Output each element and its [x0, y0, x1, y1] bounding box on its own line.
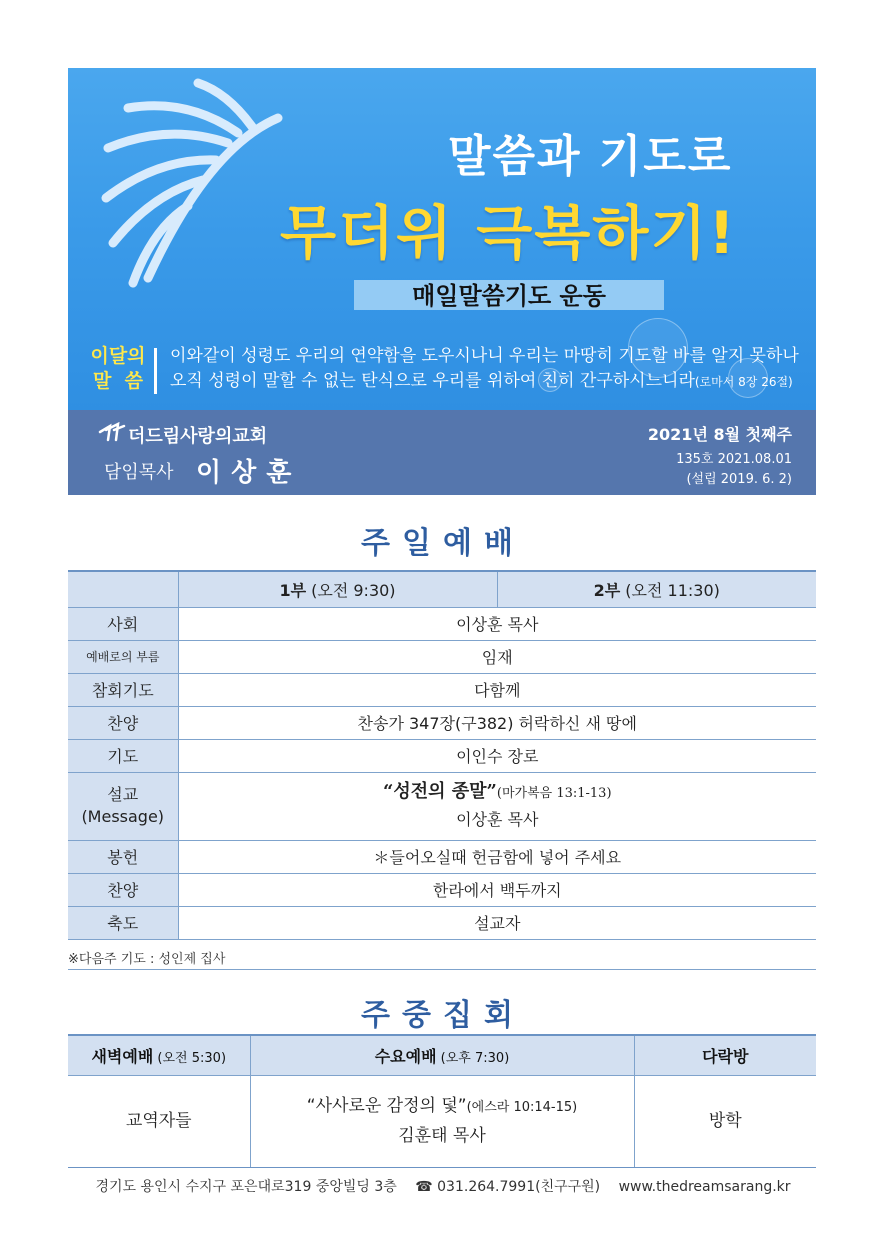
- sermon-title: “성전의 종말”: [382, 781, 497, 802]
- first-service-header: [178, 571, 497, 607]
- table-header-blank: [68, 571, 178, 607]
- sermon-label-sub: (Message): [81, 807, 165, 826]
- banner: [68, 68, 816, 410]
- sunday-worship-title: 주일예배: [361, 526, 525, 561]
- palm-leaf-icon: [88, 78, 288, 308]
- verse-line1: 이와같이 성령도 우리의 연약함을 도우시나니 우리는 마땅히 기도할 바를 알지 못하나: [170, 346, 799, 366]
- wednesday-service-detail: [250, 1075, 634, 1167]
- wednesday-sermon-line: [251, 1092, 634, 1122]
- wednesday-preacher: 김훈태 목사: [398, 1126, 486, 1146]
- wednesday-service-time: (오후 7:30): [436, 1050, 510, 1066]
- order-value: 다함께: [178, 673, 816, 706]
- founded-date: (설립 2019. 6. 2): [686, 472, 792, 487]
- sermon-label: [68, 772, 178, 840]
- order-value: ＊들어오실때 헌금함에 넣어 주세요: [178, 840, 816, 873]
- table-row: [68, 873, 816, 906]
- footer: [0, 1176, 886, 1196]
- table-row: [68, 1075, 816, 1167]
- verse-label-line2: 말 씀: [93, 370, 143, 392]
- dawn-service-time: (오전 5:30): [153, 1050, 227, 1066]
- wednesday-sermon-title: “사사로운 감정의 덫”: [306, 1096, 467, 1116]
- weekly-meetings-title: 주중집회: [361, 998, 525, 1033]
- pastor-role: 담임목사: [104, 462, 174, 483]
- sermon-row: [68, 772, 816, 840]
- second-service-label: 2부: [593, 580, 621, 600]
- order-label: 찬양: [68, 706, 178, 739]
- pastor-name: 이상훈: [196, 458, 302, 488]
- wednesday-service-header: [250, 1035, 634, 1075]
- bulletin-issue: 135호 2021.08.01: [676, 452, 792, 467]
- table-row: [68, 607, 816, 640]
- church-logo-icon: [98, 422, 126, 442]
- dawn-service-header: [68, 1035, 250, 1075]
- order-value: 설교자: [178, 906, 816, 939]
- church-name: 더드림사랑의교회: [128, 426, 268, 447]
- verse-label-line1: 이달의: [90, 345, 146, 367]
- order-value: 이상훈 목사: [178, 607, 816, 640]
- order-label: 예배로의 부름: [68, 640, 178, 673]
- sermon-value: [178, 772, 816, 840]
- divider: [68, 969, 816, 970]
- weekly-meetings-table: [68, 1034, 816, 1168]
- table-row: [68, 739, 816, 772]
- order-value: 찬송가 347장(구382) 허락하신 새 땅에: [178, 706, 816, 739]
- next-week-prayer-note: ※다음주 기도 : 성인제 집사: [68, 952, 226, 967]
- verse-reference: (로마서 8장 26절): [694, 375, 793, 389]
- banner-title-line2: 무더위 극복하기!: [280, 199, 737, 267]
- footer-address: 경기도 용인시 수지구 포은대로319 중앙빌딩 3층: [95, 1179, 397, 1195]
- table-header-row: [68, 1035, 816, 1075]
- dawn-service-leader: 교역자들: [68, 1075, 250, 1167]
- second-service-time: (오전 11:30): [620, 580, 720, 600]
- small-group-header: 다락방: [634, 1035, 816, 1075]
- bulletin-week: 2021년 8월 첫째주: [647, 425, 792, 444]
- monthly-verse: [170, 344, 810, 395]
- campaign-title: 매일말씀기도 운동: [412, 282, 606, 310]
- order-label: 참회기도: [68, 673, 178, 706]
- table-row: [68, 706, 816, 739]
- second-service-header: [497, 571, 816, 607]
- order-value: 임재: [178, 640, 816, 673]
- verse-line2-text: 오직 성령이 말할 수 없는 탄식으로 우리를 위하여 친히 간구하시느니라: [170, 371, 695, 391]
- wednesday-service-label: 수요예배: [374, 1046, 437, 1066]
- order-label: 사회: [68, 607, 178, 640]
- phone-icon: ☎: [415, 1179, 433, 1195]
- sermon-preacher: 이상훈 목사: [456, 810, 539, 829]
- sunday-worship-table: [68, 570, 816, 940]
- verse-label: [88, 344, 148, 394]
- dawn-service-label: 새벽예배: [91, 1046, 154, 1066]
- order-label: 찬양: [68, 873, 178, 906]
- wednesday-sermon-reference: (에스라 10:14-15): [466, 1100, 578, 1115]
- small-group-status: 방학: [634, 1075, 816, 1167]
- banner-title-line1: 말씀과 기도로: [448, 131, 733, 182]
- first-service-label: 1부: [279, 580, 307, 600]
- footer-website[interactable]: www.thedreamsarang.kr: [618, 1179, 791, 1195]
- church-info-bar: [68, 410, 816, 495]
- order-value: 이인수 장로: [178, 739, 816, 772]
- verse-divider: [154, 348, 157, 394]
- table-header-row: [68, 571, 816, 607]
- table-row: [68, 906, 816, 939]
- verse-line2: [170, 369, 810, 395]
- sermon-label-text: 설교: [107, 785, 139, 804]
- order-label: 축도: [68, 906, 178, 939]
- footer-phone: 031.264.7991(친구구원): [437, 1179, 601, 1195]
- sermon-title-line: [179, 779, 817, 807]
- first-service-time: (오전 9:30): [306, 580, 396, 600]
- table-row: [68, 840, 816, 873]
- order-value: 한라에서 백두까지: [178, 873, 816, 906]
- order-label: 기도: [68, 739, 178, 772]
- sermon-reference: (마가복음 13:1-13): [496, 786, 612, 801]
- order-label: 봉헌: [68, 840, 178, 873]
- table-row: [68, 673, 816, 706]
- table-row: [68, 640, 816, 673]
